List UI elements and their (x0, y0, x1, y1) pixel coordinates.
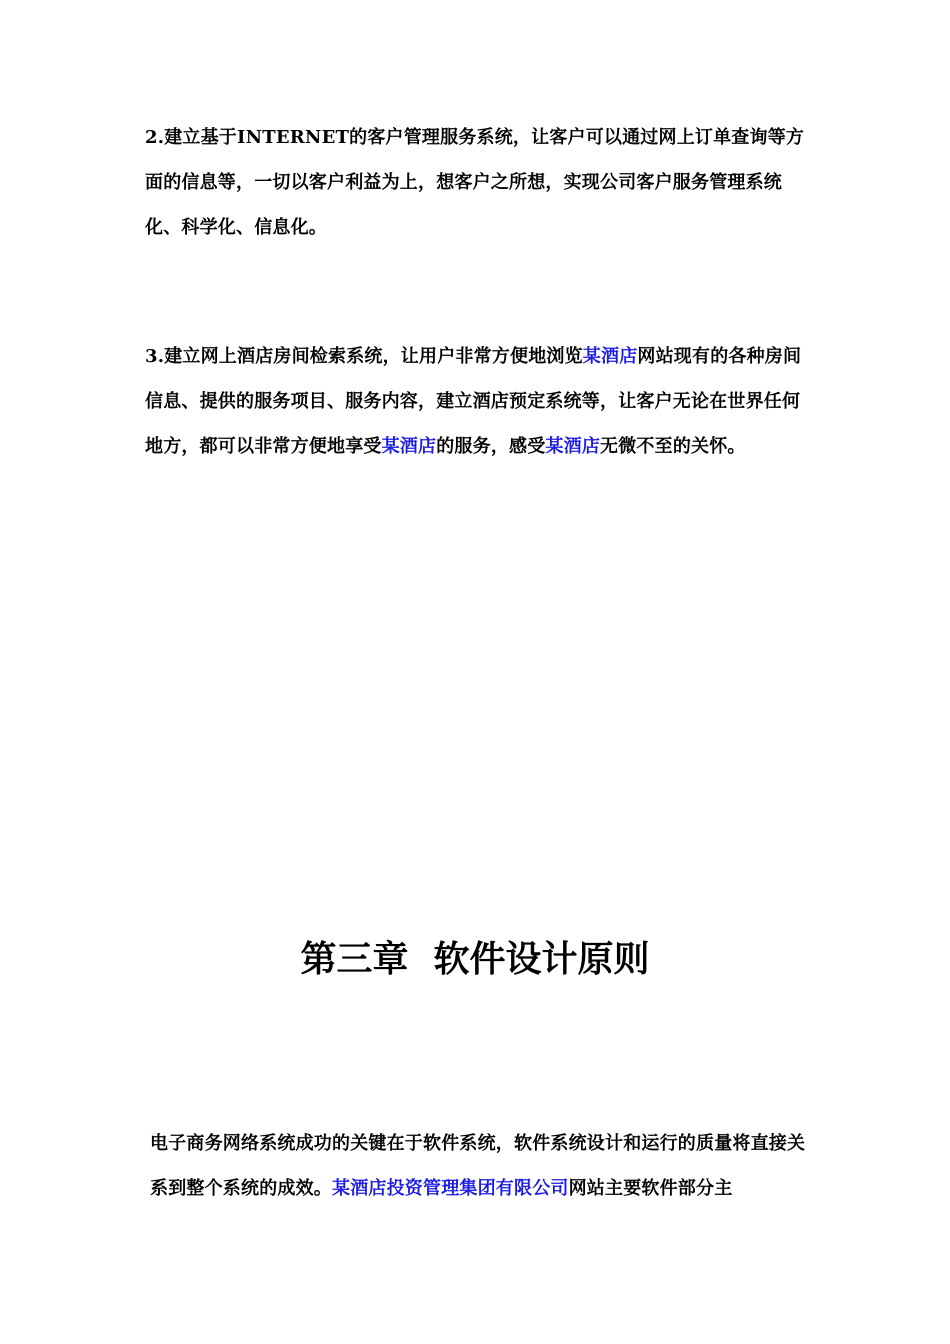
paragraph-text-part: 电子商务网络系统成功的关键在于软件系统，软件系统设计和运行的质量将直接关系到整个系统的成效。 (150, 1133, 806, 1199)
paragraph-text-part: 无微不至的关怀。 (600, 436, 746, 457)
hotel-name-link[interactable]: 某酒店 (545, 436, 601, 457)
paragraph-text-part: 的服务，感受 (436, 436, 546, 457)
hotel-name-link[interactable]: 某酒店 (582, 346, 638, 367)
paragraph-item-2 (145, 115, 810, 250)
company-name-link[interactable]: 某酒店投资管理集团有限公司 (332, 1178, 569, 1199)
paragraph-item-3 (145, 334, 810, 469)
paragraph-text-part: 网站主要软件部分主 (568, 1178, 733, 1199)
paragraph-text-part: 3.建立网上酒店房间检索系统，让用户非常方便地浏览 (145, 346, 583, 367)
paragraph-text: 2.建立基于INTERNET的客户管理服务系统，让客户可以通过网上订单查询等方面的信息等，一切以客户利益为上，想客户之所想，实现公司客户服务管理系统化、科学化、信息化。 (145, 127, 805, 238)
intro-paragraph (150, 1121, 810, 1211)
hotel-name-link[interactable]: 某酒店 (381, 436, 437, 457)
paragraph-text-part: 网站现有的各种房间信息、提供的服务项目、服务内容，建立酒店预定系统等，让客户无论在世界任何地方，都可以非常方便地享受 (145, 346, 802, 457)
chapter-title: 第三章 软件设计原则 (300, 939, 650, 980)
